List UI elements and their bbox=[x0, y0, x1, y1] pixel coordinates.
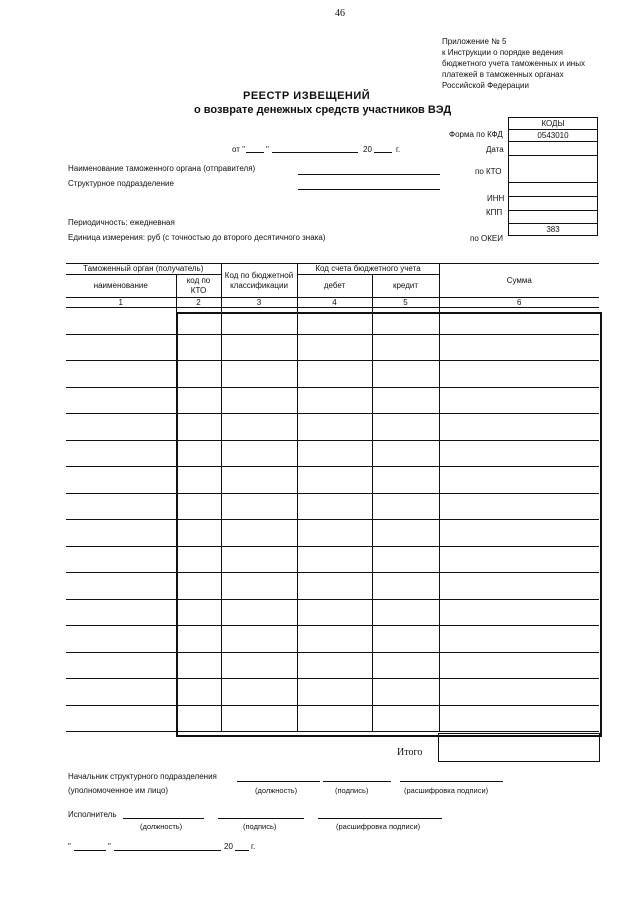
table-row bbox=[66, 467, 599, 494]
sign-date-quote-close: " bbox=[108, 842, 111, 851]
table-row bbox=[66, 414, 599, 441]
col-num-3: 3 bbox=[221, 298, 297, 308]
appendix-note bbox=[442, 36, 622, 91]
day-field[interactable] bbox=[246, 152, 264, 153]
table-cell[interactable] bbox=[66, 440, 176, 467]
table-cell[interactable] bbox=[176, 679, 221, 706]
table-cell[interactable] bbox=[221, 414, 297, 441]
form-kfd-value: 0543010 bbox=[509, 130, 598, 142]
table-cell[interactable] bbox=[221, 573, 297, 600]
table-cell[interactable] bbox=[66, 414, 176, 441]
table-cell[interactable] bbox=[221, 599, 297, 626]
table-cell[interactable] bbox=[221, 546, 297, 573]
table-cell[interactable] bbox=[176, 440, 221, 467]
table-cell[interactable] bbox=[372, 626, 439, 653]
table-cell[interactable] bbox=[372, 599, 439, 626]
table-cell[interactable] bbox=[176, 652, 221, 679]
table-cell[interactable] bbox=[221, 679, 297, 706]
table-cell[interactable] bbox=[176, 414, 221, 441]
customs-name-field[interactable] bbox=[298, 174, 440, 175]
customs-name-label: Наименование таможенного органа (отправителя) bbox=[68, 164, 256, 173]
table-cell[interactable] bbox=[372, 705, 439, 732]
table-cell[interactable] bbox=[372, 308, 439, 335]
table-cell[interactable] bbox=[176, 626, 221, 653]
table-cell[interactable] bbox=[66, 573, 176, 600]
kto-code-label: по КТО bbox=[475, 167, 502, 176]
table-cell[interactable] bbox=[439, 679, 599, 706]
table-row bbox=[66, 626, 599, 653]
table-cell[interactable] bbox=[439, 705, 599, 732]
periodicity-label: Периодичность: ежедневная bbox=[68, 218, 175, 227]
table-cell[interactable] bbox=[221, 440, 297, 467]
table-cell[interactable] bbox=[297, 440, 372, 467]
table-cell[interactable] bbox=[66, 679, 176, 706]
table-cell[interactable] bbox=[372, 493, 439, 520]
col-num-5: 5 bbox=[372, 298, 439, 308]
table-cell[interactable] bbox=[372, 387, 439, 414]
col-num-6: 6 bbox=[439, 298, 599, 308]
sign-date-quote-open: " bbox=[68, 842, 71, 851]
table-cell[interactable] bbox=[66, 599, 176, 626]
table-row bbox=[66, 705, 599, 732]
executor-position-caption: (должность) bbox=[140, 822, 183, 831]
table-row bbox=[66, 387, 599, 414]
table-cell[interactable] bbox=[372, 679, 439, 706]
table-cell[interactable] bbox=[372, 334, 439, 361]
table-cell[interactable] bbox=[297, 573, 372, 600]
document-subtitle: о возврате денежных средств участников ВЭД bbox=[194, 104, 452, 116]
table-cell[interactable] bbox=[66, 626, 176, 653]
table-cell[interactable] bbox=[372, 440, 439, 467]
table-cell[interactable] bbox=[372, 573, 439, 600]
table-cell[interactable] bbox=[297, 414, 372, 441]
table-cell[interactable] bbox=[297, 361, 372, 388]
executor-signature-field[interactable] bbox=[218, 818, 304, 819]
unit-label: Единица измерения: руб (с точностью до второго десятичного знака) bbox=[68, 233, 326, 242]
table-cell[interactable] bbox=[372, 361, 439, 388]
table-cell[interactable] bbox=[297, 467, 372, 494]
head-signature-field[interactable] bbox=[323, 781, 391, 782]
table-cell[interactable] bbox=[221, 467, 297, 494]
register-table bbox=[66, 263, 599, 732]
table-cell[interactable] bbox=[439, 414, 599, 441]
col-group-customs: Таможенный орган (получатель) bbox=[66, 264, 221, 275]
kpp-label: КПП bbox=[486, 208, 503, 217]
table-cell[interactable] bbox=[66, 387, 176, 414]
table-cell[interactable] bbox=[372, 546, 439, 573]
kto-code-cell[interactable] bbox=[509, 156, 598, 183]
col-sum: Сумма bbox=[439, 264, 599, 298]
table-cell[interactable] bbox=[439, 361, 599, 388]
table-cell[interactable] bbox=[297, 652, 372, 679]
table-cell[interactable] bbox=[439, 334, 599, 361]
executor-decryption-field[interactable] bbox=[318, 818, 442, 819]
table-cell[interactable] bbox=[176, 573, 221, 600]
month-field[interactable] bbox=[272, 152, 358, 153]
table-cell[interactable] bbox=[439, 546, 599, 573]
table-cell[interactable] bbox=[439, 387, 599, 414]
date-code-label: Дата bbox=[486, 145, 504, 154]
date-code-cell[interactable] bbox=[509, 142, 598, 156]
table-row bbox=[66, 493, 599, 520]
codes-box bbox=[508, 117, 598, 236]
table-cell[interactable] bbox=[372, 652, 439, 679]
table-cell[interactable] bbox=[66, 546, 176, 573]
table-cell[interactable] bbox=[176, 705, 221, 732]
table-cell[interactable] bbox=[297, 599, 372, 626]
table-cell[interactable] bbox=[221, 334, 297, 361]
table-cell[interactable] bbox=[176, 493, 221, 520]
table-cell[interactable] bbox=[372, 520, 439, 547]
executor-label: Исполнитель bbox=[68, 810, 117, 819]
table-cell[interactable] bbox=[221, 626, 297, 653]
appendix-line: к Инструкции о порядке ведения bbox=[442, 48, 563, 57]
kpp-cell[interactable] bbox=[509, 197, 598, 211]
table-cell[interactable] bbox=[439, 652, 599, 679]
head-label: Начальник структурного подразделения bbox=[68, 772, 217, 781]
table-row bbox=[66, 361, 599, 388]
total-label: Итого bbox=[397, 747, 423, 758]
year-suffix: г. bbox=[396, 145, 401, 154]
date-quote: " bbox=[266, 145, 269, 154]
table-cell[interactable] bbox=[221, 308, 297, 335]
table-cell[interactable] bbox=[221, 387, 297, 414]
col-debit: дебет bbox=[297, 275, 372, 298]
table-row bbox=[66, 652, 599, 679]
col-group-account: Код счета бюджетного учета bbox=[297, 264, 439, 275]
table-cell[interactable] bbox=[176, 387, 221, 414]
table-cell[interactable] bbox=[176, 520, 221, 547]
table-cell[interactable] bbox=[297, 493, 372, 520]
table-row bbox=[66, 599, 599, 626]
table-cell[interactable] bbox=[66, 334, 176, 361]
table-row bbox=[66, 520, 599, 547]
table-cell[interactable] bbox=[66, 493, 176, 520]
inn-cell[interactable] bbox=[509, 183, 598, 197]
table-cell[interactable] bbox=[439, 520, 599, 547]
executor-position-field[interactable] bbox=[123, 818, 204, 819]
appendix-line: Приложение № 5 bbox=[442, 37, 507, 46]
table-cell[interactable] bbox=[221, 361, 297, 388]
year-prefix: 20 bbox=[363, 145, 372, 154]
table-cell[interactable] bbox=[221, 520, 297, 547]
structural-unit-field[interactable] bbox=[298, 189, 440, 190]
table-cell[interactable] bbox=[439, 599, 599, 626]
table-cell[interactable] bbox=[221, 652, 297, 679]
col-name: наименование bbox=[66, 275, 176, 298]
table-cell[interactable] bbox=[439, 308, 599, 335]
head-signature-caption: (подпись) bbox=[335, 786, 369, 795]
table-cell[interactable] bbox=[297, 308, 372, 335]
date-prefix: от " bbox=[232, 145, 245, 154]
table-cell[interactable] bbox=[66, 652, 176, 679]
executor-signature-caption: (подпись) bbox=[243, 822, 277, 831]
year-field[interactable] bbox=[374, 152, 392, 153]
total-value-cell[interactable] bbox=[438, 733, 600, 762]
table-cell[interactable] bbox=[176, 599, 221, 626]
document-title: РЕЕСТР ИЗВЕЩЕНИЙ bbox=[243, 90, 371, 102]
table-cell[interactable] bbox=[297, 334, 372, 361]
table-cell[interactable] bbox=[297, 705, 372, 732]
table-cell[interactable] bbox=[297, 387, 372, 414]
table-cell[interactable] bbox=[297, 679, 372, 706]
appendix-line: Российской Федерации bbox=[442, 81, 529, 90]
executor-decryption-caption: (расшифровка подписи) bbox=[336, 822, 421, 831]
head-position-field[interactable] bbox=[237, 781, 320, 782]
col-num-1: 1 bbox=[66, 298, 176, 308]
table-cell[interactable] bbox=[66, 361, 176, 388]
page-number: 46 bbox=[335, 8, 345, 19]
appendix-line: бюджетного учета таможенных и иных bbox=[442, 59, 585, 68]
head-decryption-caption: (расшифровка подписи) bbox=[404, 786, 489, 795]
table-cell[interactable] bbox=[176, 546, 221, 573]
table-cell[interactable] bbox=[439, 493, 599, 520]
table-cell[interactable] bbox=[66, 308, 176, 335]
table-cell[interactable] bbox=[176, 361, 221, 388]
col-credit: кредит bbox=[372, 275, 439, 298]
okei-label: по ОКЕИ bbox=[470, 234, 503, 243]
table-cell[interactable] bbox=[176, 467, 221, 494]
empty-code-cell bbox=[509, 211, 598, 224]
col-num-2: 2 bbox=[176, 298, 221, 308]
table-row bbox=[66, 546, 599, 573]
table-row bbox=[66, 334, 599, 361]
table-cell[interactable] bbox=[372, 467, 439, 494]
table-cell[interactable] bbox=[439, 573, 599, 600]
table-cell[interactable] bbox=[176, 308, 221, 335]
appendix-line: платежей в таможенных органах bbox=[442, 70, 564, 79]
structural-unit-label: Структурное подразделение bbox=[68, 179, 174, 188]
table-cell[interactable] bbox=[439, 440, 599, 467]
table-row bbox=[66, 308, 599, 335]
table-cell[interactable] bbox=[176, 334, 221, 361]
sign-month-field[interactable] bbox=[114, 850, 221, 851]
table-row bbox=[66, 573, 599, 600]
table-cell[interactable] bbox=[221, 493, 297, 520]
okei-value: 383 bbox=[509, 224, 598, 236]
table-cell[interactable] bbox=[66, 705, 176, 732]
table-cell[interactable] bbox=[297, 626, 372, 653]
sign-year-prefix: 20 bbox=[224, 842, 233, 851]
inn-label: ИНН bbox=[487, 194, 505, 203]
table-cell[interactable] bbox=[439, 626, 599, 653]
table-cell[interactable] bbox=[372, 414, 439, 441]
table-row bbox=[66, 679, 599, 706]
col-kbk: Код по бюджетной классификации bbox=[221, 264, 297, 298]
sign-year-suffix: г. bbox=[251, 842, 256, 851]
table-cell[interactable] bbox=[297, 520, 372, 547]
table-cell[interactable] bbox=[297, 546, 372, 573]
col-kto: код по КТО bbox=[176, 275, 221, 298]
table-cell[interactable] bbox=[66, 467, 176, 494]
head-position-caption: (должность) bbox=[255, 786, 298, 795]
table-cell[interactable] bbox=[221, 705, 297, 732]
sign-year-field[interactable] bbox=[235, 850, 249, 851]
col-num-4: 4 bbox=[297, 298, 372, 308]
form-kfd-label: Форма по КФД bbox=[449, 130, 503, 139]
table-cell[interactable] bbox=[66, 520, 176, 547]
sign-day-field[interactable] bbox=[74, 850, 106, 851]
head-sub-label: (уполномоченное им лицо) bbox=[68, 786, 169, 795]
codes-header: КОДЫ bbox=[509, 118, 598, 130]
head-decryption-field[interactable] bbox=[400, 781, 503, 782]
table-row bbox=[66, 440, 599, 467]
table-cell[interactable] bbox=[439, 467, 599, 494]
